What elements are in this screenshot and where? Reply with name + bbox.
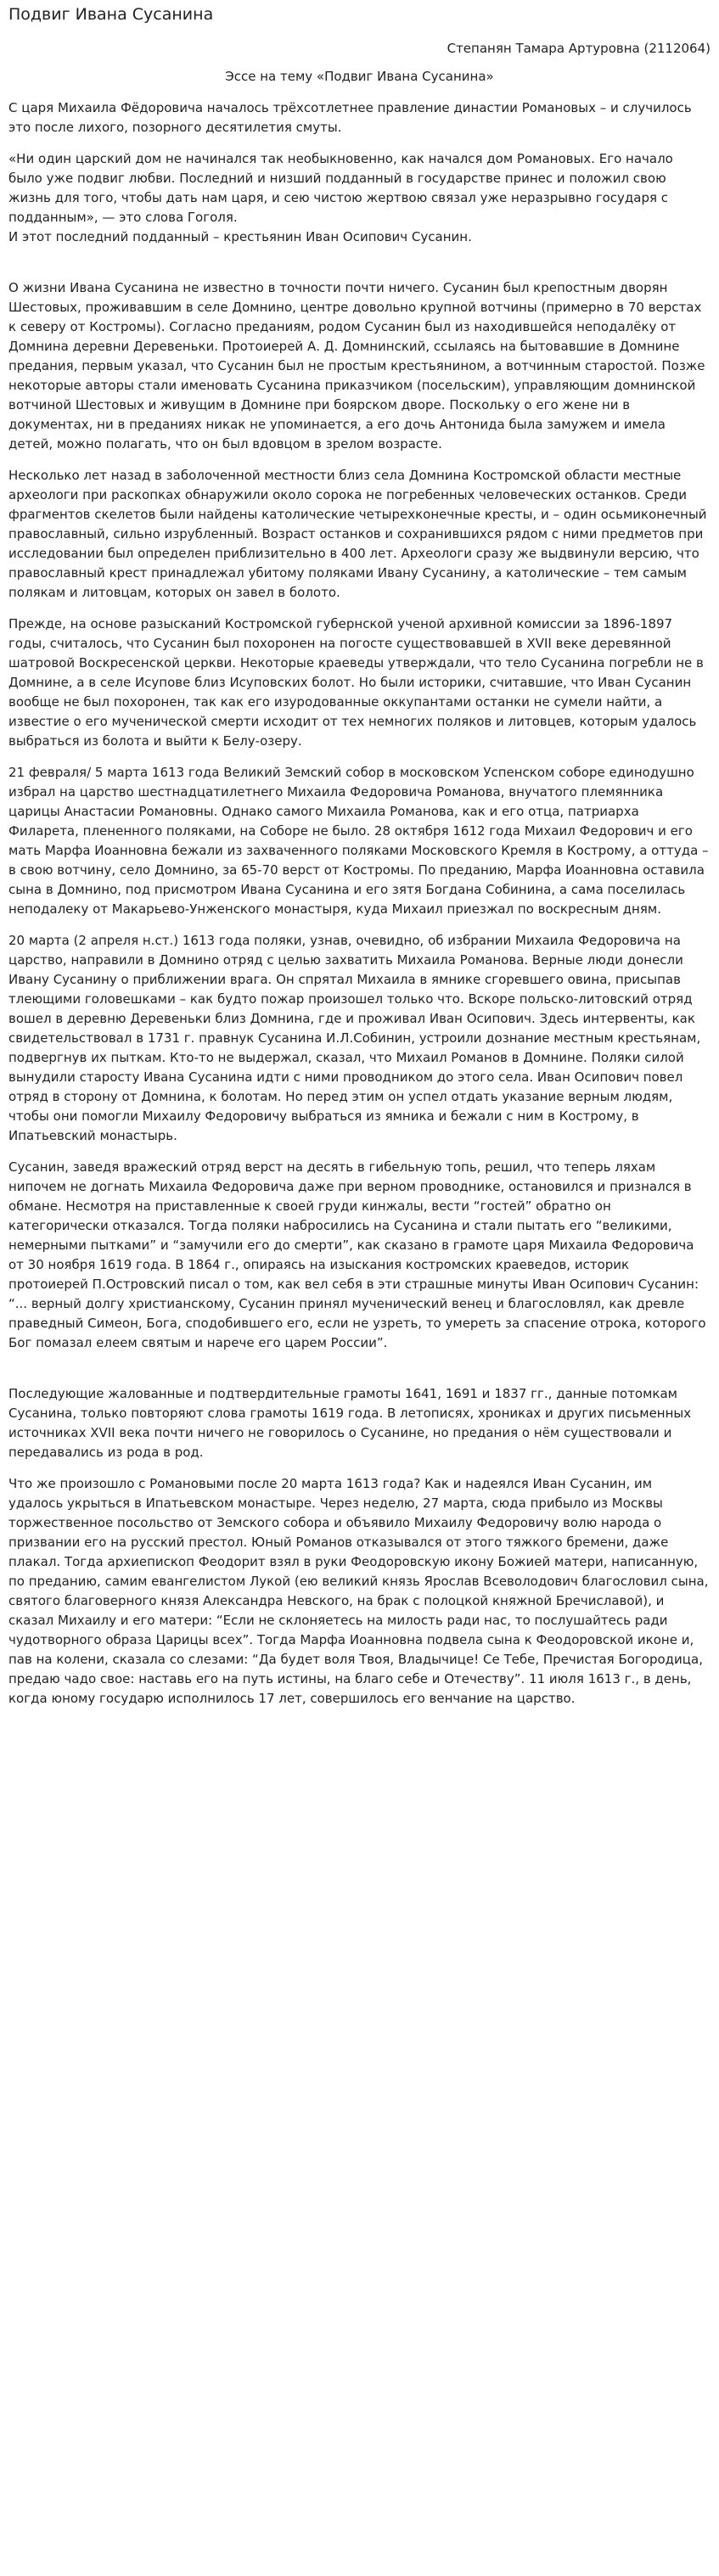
blank-line	[8, 247, 711, 267]
paragraph-march-20: 20 марта (2 апреля н.ст.) 1613 года поляки, узнав, очевидно, об избрании Михаила Федоровича на царство, направили в Домнино отряд с целью захватить Михаила Романова. Верные люди донесли Ивану Сусанину о приближении врага. Он спрятал Михаила в ямнике сгоревшего овина, присыпав тлеющими головешками – как будто пожар произошел только что. Вскоре польско-литовский отряд вошел в деревню Деревеньки близ Домнина, где и проживал Иван Осипович. Здесь интервенты, как свидетельствовал в 1731 г. правнук Сусанина И.Л.Собинин, устроили дознание местным крестьянам, подвергнув их пыткам. Кто-то не выдержал, сказал, что Михаил Романов в Домнине. Поляки силой вынудили старосту Ивана Сусанина идти с ними проводником до этого села. Иван Осипович повел отряд в сторону от Домнина, к болотам. Но перед этим он успел отдать указание верным людям, чтобы они помогли Михаилу Федоровичу выбраться из ямника и бежали с ним в Кострому, в Ипатьевский монастырь.	[8, 933, 701, 1143]
paragraph-charters: Последующие жалованные и подтвердительные грамоты 1641, 1691 и 1837 гг., данные потомкам Сусанина, только повторяют слова грамоты 1619 года. В летописях, хрониках и других письменных источниках XVII века почти ничего не говорилось о Сусанине, но предания о нём существовали и передавались из рода в род.	[8, 1386, 692, 1460]
paragraph-intro: С царя Михаила Фёдоровича началось трёхсотлетнее правление династии Романовых – и случилось это после лихого, позорного десятилетия смуты.	[8, 100, 692, 135]
paragraph-archaeology: Несколько лет назад в заболоченной местности близ села Домнина Костромской области местные археологи при раскопках обнаружили около сорока не погребенных человеческих останков. Среди фрагментов скелетов были найдены католические четырехконечные кресты, и – один осьмиконечный православный, сильно изрубленный. Возраст останков и сохранившихся рядом с ними предметов при исследовании был определен приблизительно в 400 лет. Археологи сразу же выдвинули версию, что православный крест принадлежал убитому поляками Ивану Сусанину, а католические – тем самым полякам и литовцам, которых он завел в болото.	[8, 468, 707, 600]
paragraph-gogol-quote: «Ни один царский дом не начинался так необыкновенно, как начался дом Романовых. Его начало было уже подвиг любви. Последний и низший подданный в государстве принес и положил свою жизнь для того, чтобы дать нам царя, и сею чистою жертвою связал уже неразрывно государя с подданным», — это слова Гоголя.	[8, 151, 673, 225]
paragraph-ipatiev: Что же произошло с Романовыми после 20 марта 1613 года? Как и надеялся Иван Сусанин, им удалось укрыться в Ипатьевском монастыре. Через неделю, 27 марта, сюда прибыло из Москвы торжественное посольство от Земского собора и объявило Михаилу Федоровичу волю народа о призвании его на русский престол. Юный Романов отказывался от этого тяжкого бремени, даже плакал. Тогда архиепископ Феодорит взял в руки Феодоровскую икону Божией матери, написанную, по преданию, самим евангелистом Лукой (ею великий князь Ярослав Всеволодович благословил сына, святого благоверного князя Александра Невского, на брак с полоцкой княжной Бречиславой), и сказал Михаилу и его матери: “Если не склоняетесь на милость ради нас, то послушайтесь ради чудотворного образа Царицы всех”. Тогда Марфа Иоанновна подвела сына к Феодоровской иконе и, пав на колени, сказала со слезами: “Да будет воля Твоя, Владычице! Се Тебе, Пречистая Богородица, предаю чадо свое: наставь его на путь истины, на благо себе и Отечеству”. 11 июля 1613 г., в день, когда юному государю исполнилось 17 лет, совершилось его венчание на царство.	[8, 1476, 709, 1706]
paragraph-election: 21 февраля/ 5 марта 1613 года Великий Земский собор в московском Успенском соборе единодушно избрал на царство шестнадцатилетнего Михаила Федоровича Романова, внучатого племянника царицы Анастасии Романовны. Однако самого Михаила Романова, как и его отца, патриарха Филарета, плененного поляками, на Соборе не было. 28 октября 1612 года Михаил Федорович и его мать Марфа Иоанновна бежали из захваченного поляками Московского Кремля в Кострому, а оттуда – в свою вотчину, село Домнино, за 65-70 верст от Костромы. По преданию, Марфа Иоанновна оставила сына в Домнино, под присмотром Ивана Сусанина и его зятя Богдана Собинина, а сама поселилась неподалеку от Макарьево-Унженского монастыря, куда Михаил приезжал по воскресным дням.	[8, 765, 709, 917]
paragraph-last-subject: И этот последний подданный – крестьянин Иван Осипович Сусанин.	[8, 229, 472, 244]
document-page	[0, 3, 719, 1709]
author-line: Степанян Тамара Артуровна (2112064)	[447, 41, 711, 56]
paragraph-susanin-life: О жизни Ивана Сусанина не известно в точности почти ничего. Сусанин был крепостным дворян Шестовых, проживавшим в селе Домнино, центре довольно крупной вотчины (примерно в 70 верстах к северу от Костромы). Согласно преданиям, родом Сусанин был из находившейся неподалёку от Домнина деревни Деревеньки. Протоиерей А. Д. Домнинский, ссылаясь на бытовавшие в Домнине предания, первым указал, что Сусанин был не простым крестьянином, а вотчинным старостой. Позже некоторые авторы стали именовать Сусанина приказчиком (посельским), управляющим домнинской вотчиной Шестовых и живущим в Домнине при боярском дворе. Поскольку о его жене ни в документах, ни в преданиях никак не упоминается, а его дочь Антонида была замужем и имела детей, можно полагать, что он был вдовцом в зрелом возрасте.	[8, 280, 705, 452]
paragraph-burial: Прежде, на основе разысканий Костромской губернской ученой архивной комиссии за 1896-1897 годы, считалось, что Сусанин был похоронен на погосте существовавшей в XVII веке деревянной шатровой Воскресенской церкви. Некоторые краеведы утверждали, что тело Сусанина погребли не в Домнине, а в селе Исупове близ Исуповских болот. Но были историки, считавшие, что Иван Сусанин вообще не был похоронен, так как его изуродованные оккупантами останки не сумели найти, а известие о его мученической смерти исходит от тех немногих поляков и литовцев, которым удалось выбраться из болота и выйти к Белу-озеру.	[8, 616, 704, 749]
paragraph-swamp: Сусанин, заведя вражеский отряд верст на десять в гибельную топь, решил, что теперь ляхам нипочем не догнать Михаила Федоровича даже при верном проводнике, остановился и признался в обмане. Несмотря на приставленные к своей груди кинжалы, вести “гостей” обратно он категорически отказался. Тогда поляки набросились на Сусанина и стали пытать его “великими, немерными пытками” и “замучили его до смерти”, как сказано в грамоте царя Михаила Федоровича от 30 ноября 1619 года. В 1864 г., опираясь на изыскания костромских краеведов, историк протоиерей П.Островский писал о том, как вел себя в эти страшные минуты Иван Осипович Сусанин: “... верный долгу христианскому, Сусанин принял мученический венец и благословлял, как древле праведный Симеон, Бога, сподобившего его, если не узреть, то умереть за спасение отрока, которого Бог помазал елеем святым и нарече его царем России”.	[8, 1159, 706, 1350]
page-title: Подвиг Ивана Сусанина	[8, 5, 214, 24]
essay-subtitle: Эссе на тему «Подвиг Ивана Сусанина»	[225, 69, 494, 84]
blank-line	[8, 1353, 711, 1372]
